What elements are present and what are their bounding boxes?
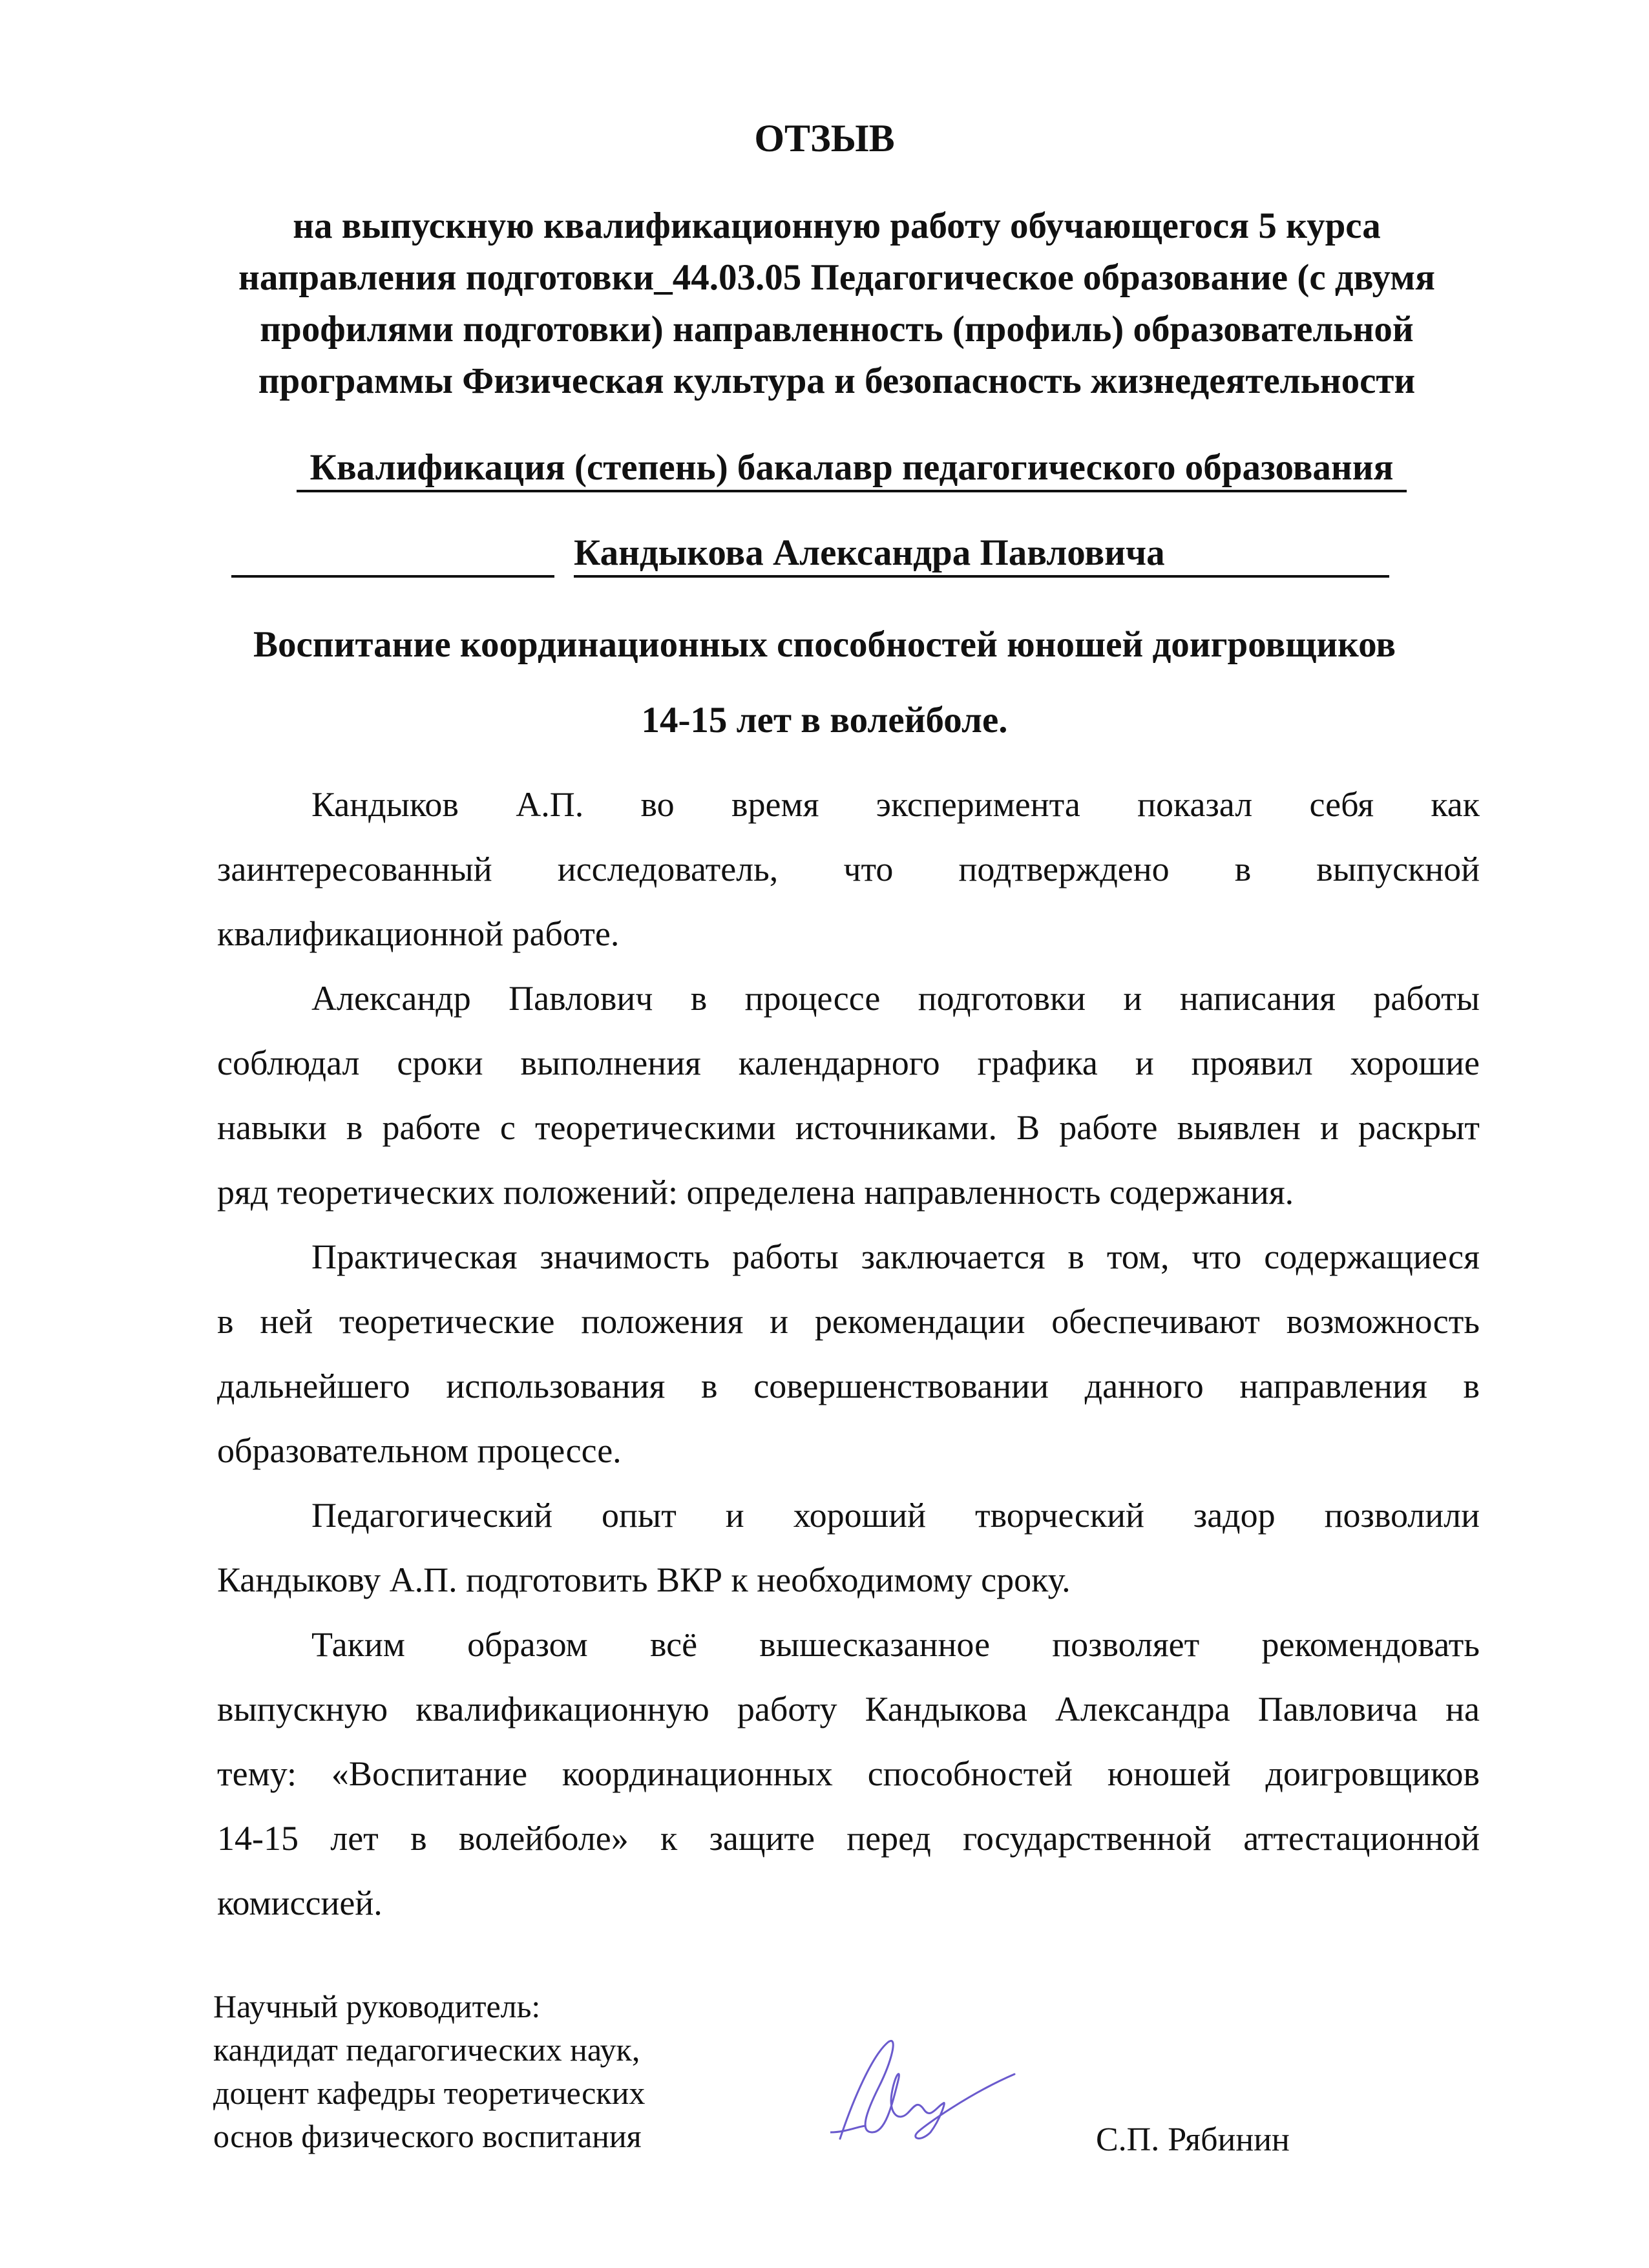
review-body	[217, 772, 1480, 1935]
paragraph-line: Педагогический опыт и хороший творческий задор позволили	[311, 1496, 1480, 1535]
paragraph-line: Кандыков А.П. во время эксперимента показал себя как	[311, 785, 1480, 824]
thesis-title-line-2: 14-15 лет в волейболе.	[641, 700, 1008, 740]
paragraph-line: дальнейшего использования в совершенствовании данного направления в	[217, 1367, 1480, 1405]
paragraph-line: 14-15 лет в волейболе» к защите перед государственной аттестационной	[217, 1819, 1480, 1858]
paragraph-line: комиссией.	[217, 1884, 383, 1922]
review-paragraph	[217, 966, 1480, 1224]
review-paragraph	[217, 1612, 1480, 1935]
document-title: ОТЗЫВ	[754, 117, 895, 160]
supervisor-line: основ физического воспитания	[213, 2118, 642, 2154]
review-paragraph	[217, 1483, 1480, 1612]
blank-underline	[231, 531, 554, 578]
paragraph-line: Александр Павлович в процессе подготовки и написания работы	[311, 979, 1480, 1018]
student-name: Кандыкова Александра Павловича	[574, 531, 1389, 578]
qualification: Квалификация (степень) бакалавр педагогического образования	[297, 446, 1407, 492]
paragraph-line: ряд теоретических положений: определена направленность содержания.	[217, 1173, 1294, 1212]
paragraph-line: Кандыкову А.П. подготовить ВКР к необходимому сроку.	[217, 1560, 1071, 1599]
paragraph-line: выпускную квалификационную работу Кандыкова Александра Павловича на	[217, 1690, 1480, 1728]
paragraph-line: квалификационной работе.	[217, 914, 620, 953]
thesis-title-line-1: Воспитание координационных способностей юношей доигровщиков	[253, 624, 1396, 665]
paragraph-line: Таким образом всё вышесказанное позволяет рекомендовать	[311, 1625, 1480, 1664]
supervisor-name: С.П. Рябинин	[1096, 2121, 1290, 2158]
paragraph-line: соблюдал сроки выполнения календарного графика и проявил хорошие	[217, 1044, 1480, 1082]
paragraph-line: тему: «Воспитание координационных способностей юношей доигровщиков	[217, 1754, 1480, 1793]
paragraph-line: в ней теоретические положения и рекомендации обеспечивают возможность	[217, 1302, 1480, 1341]
header-line: направления подготовки_44.03.05 Педагогическое образование (с двумя	[238, 257, 1435, 298]
header-line: на выпускную квалификационную работу обучающегося 5 курса	[293, 205, 1381, 246]
paragraph-line: навыки в работе с теоретическими источниками. В работе выявлен и раскрыт	[217, 1108, 1480, 1147]
supervisor-line: доцент кафедры теоретических	[213, 2075, 646, 2111]
review-paragraph	[217, 1224, 1480, 1483]
header-line: программы Физическая культура и безопасность жизнедеятельности	[258, 361, 1416, 401]
paragraph-line: Практическая значимость работы заключается в том, что содержащиеся	[311, 1237, 1480, 1276]
student-name-line	[231, 531, 1389, 578]
paragraph-line: образовательном процессе.	[217, 1431, 622, 1470]
paragraph-line: заинтересованный исследователь, что подтверждено в выпускной	[217, 850, 1480, 888]
review-paragraph	[217, 772, 1480, 966]
header-line: профилями подготовки) направленность (профиль) образовательной	[260, 309, 1414, 350]
supervisor-block	[213, 1985, 645, 2158]
supervisor-line: кандидат педагогических наук,	[213, 2032, 640, 2068]
handwritten-signature	[827, 2035, 1021, 2152]
supervisor-line: Научный руководитель:	[213, 1988, 541, 2024]
document-header	[194, 200, 1480, 407]
